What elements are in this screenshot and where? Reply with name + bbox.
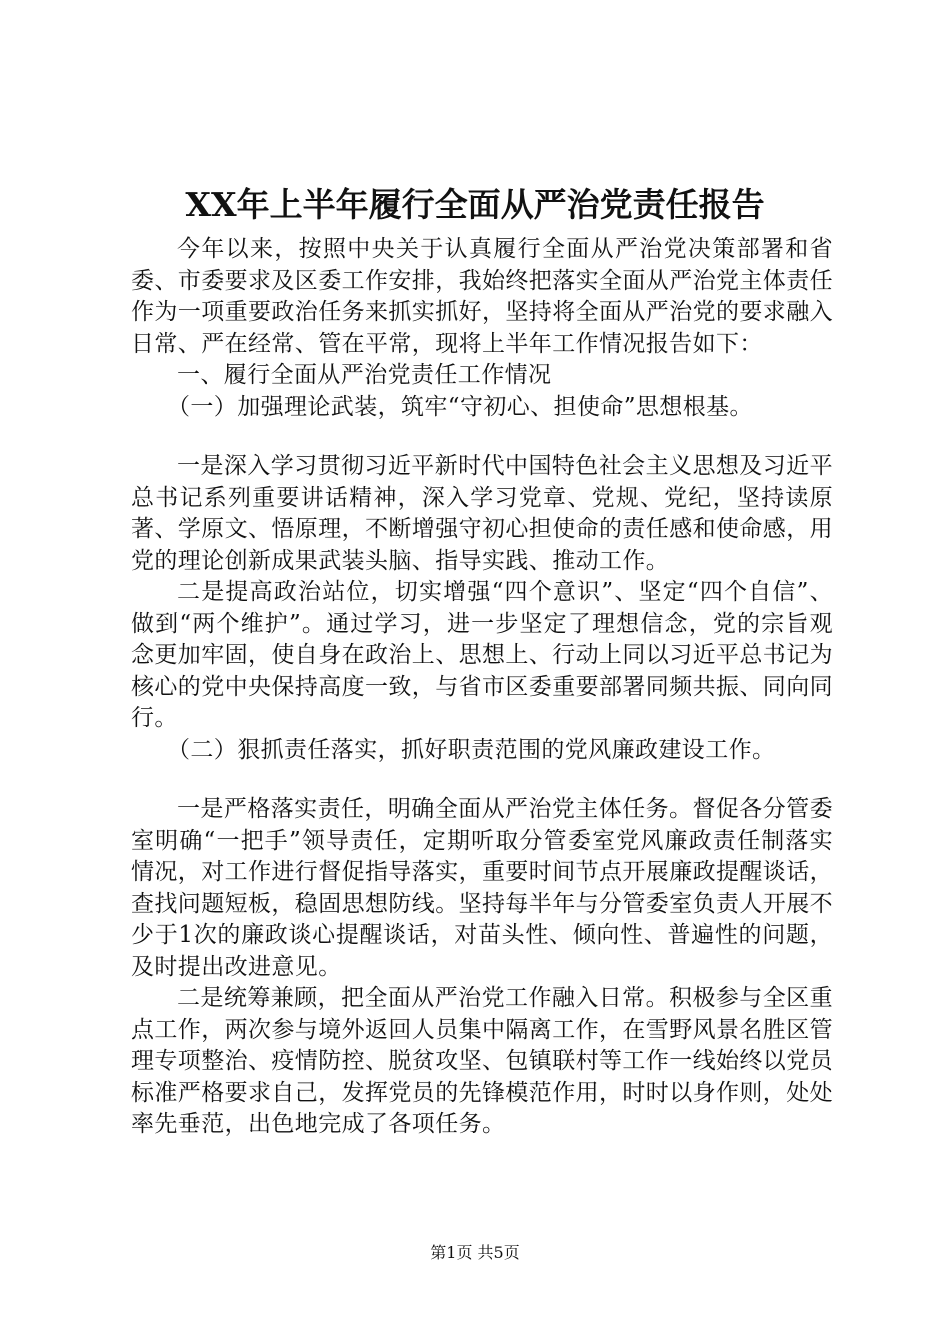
subsection-2-paragraph-1: 一是严格落实责任，明确全面从严治党主体任务。督促各分管委室明确“一把手”领导责任，定期听取分管委室党风廉政责任制落实情况，对工作进行督促指导落实，重要时间节点开展廉政提醒谈话，查找问题短板，稳固思想防线。坚持每半年与分管委室负责人开展不少于1次的廉政谈心提醒谈话，对苗头性、倾向性、普遍性的问题，及时提出改进意见。 xyxy=(131,796,833,980)
intro-paragraph: 今年以来，按照中央关于认真履行全面从严治党决策部署和省委、市委要求及区委工作安排，我始终把落实全面从严治党主体责任作为一项重要政治任务来抓实抓好，坚持将全面从严治党的要求融入日常、严在经常、管在平常，现将上半年工作情况报告如下： xyxy=(131,236,833,357)
subsection-2-paragraph-2: 二是统筹兼顾，把全面从严治党工作融入日常。积极参与全区重点工作，两次参与境外返回人员集中隔离工作，在雪野风景名胜区管理专项整治、疫情防控、脱贫攻坚、包镇联村等工作一线始终以党员标准严格要求自己，发挥党员的先锋模范作用，时时以身作则，处处率先垂范，出色地完成了各项任务。 xyxy=(131,985,833,1137)
document-body xyxy=(131,234,833,1141)
section-heading-1: 一、履行全面从严治党责任工作情况 xyxy=(177,362,552,388)
document-title: XX年上半年履行全面从严治党责任报告 xyxy=(185,185,765,224)
subsection-1-paragraph-1: 一是深入学习贯彻习近平新时代中国特色社会主义思想及习近平总书记系列重要讲话精神，深入学习党章、党规、党纪，坚持读原著、学原文、悟原理，不断增强守初心担使命的责任感和使命感，用党的理论创新成果武装头脑、指导实践、推动工作。 xyxy=(131,453,833,574)
subsection-1-paragraph-2: 二是提高政治站位，切实增强“四个意识”、坚定“四个自信”、做到“两个维护”。通过学习，进一步坚定了理想信念，党的宗旨观念更加牢固，使自身在政治上、思想上、行动上同以习近平总书记为核心的党中央保持高度一致，与省市区委重要部署同频共振、同向同行。 xyxy=(131,579,833,731)
page-number-footer: 第1页 共5页 xyxy=(430,1243,520,1262)
subsection-heading-2: （二）狠抓责任落实，抓好职责范围的党风廉政建设工作。 xyxy=(167,736,776,763)
subsection-heading-1: （一）加强理论武装，筑牢“守初心、担使命”思想根基。 xyxy=(167,393,753,420)
